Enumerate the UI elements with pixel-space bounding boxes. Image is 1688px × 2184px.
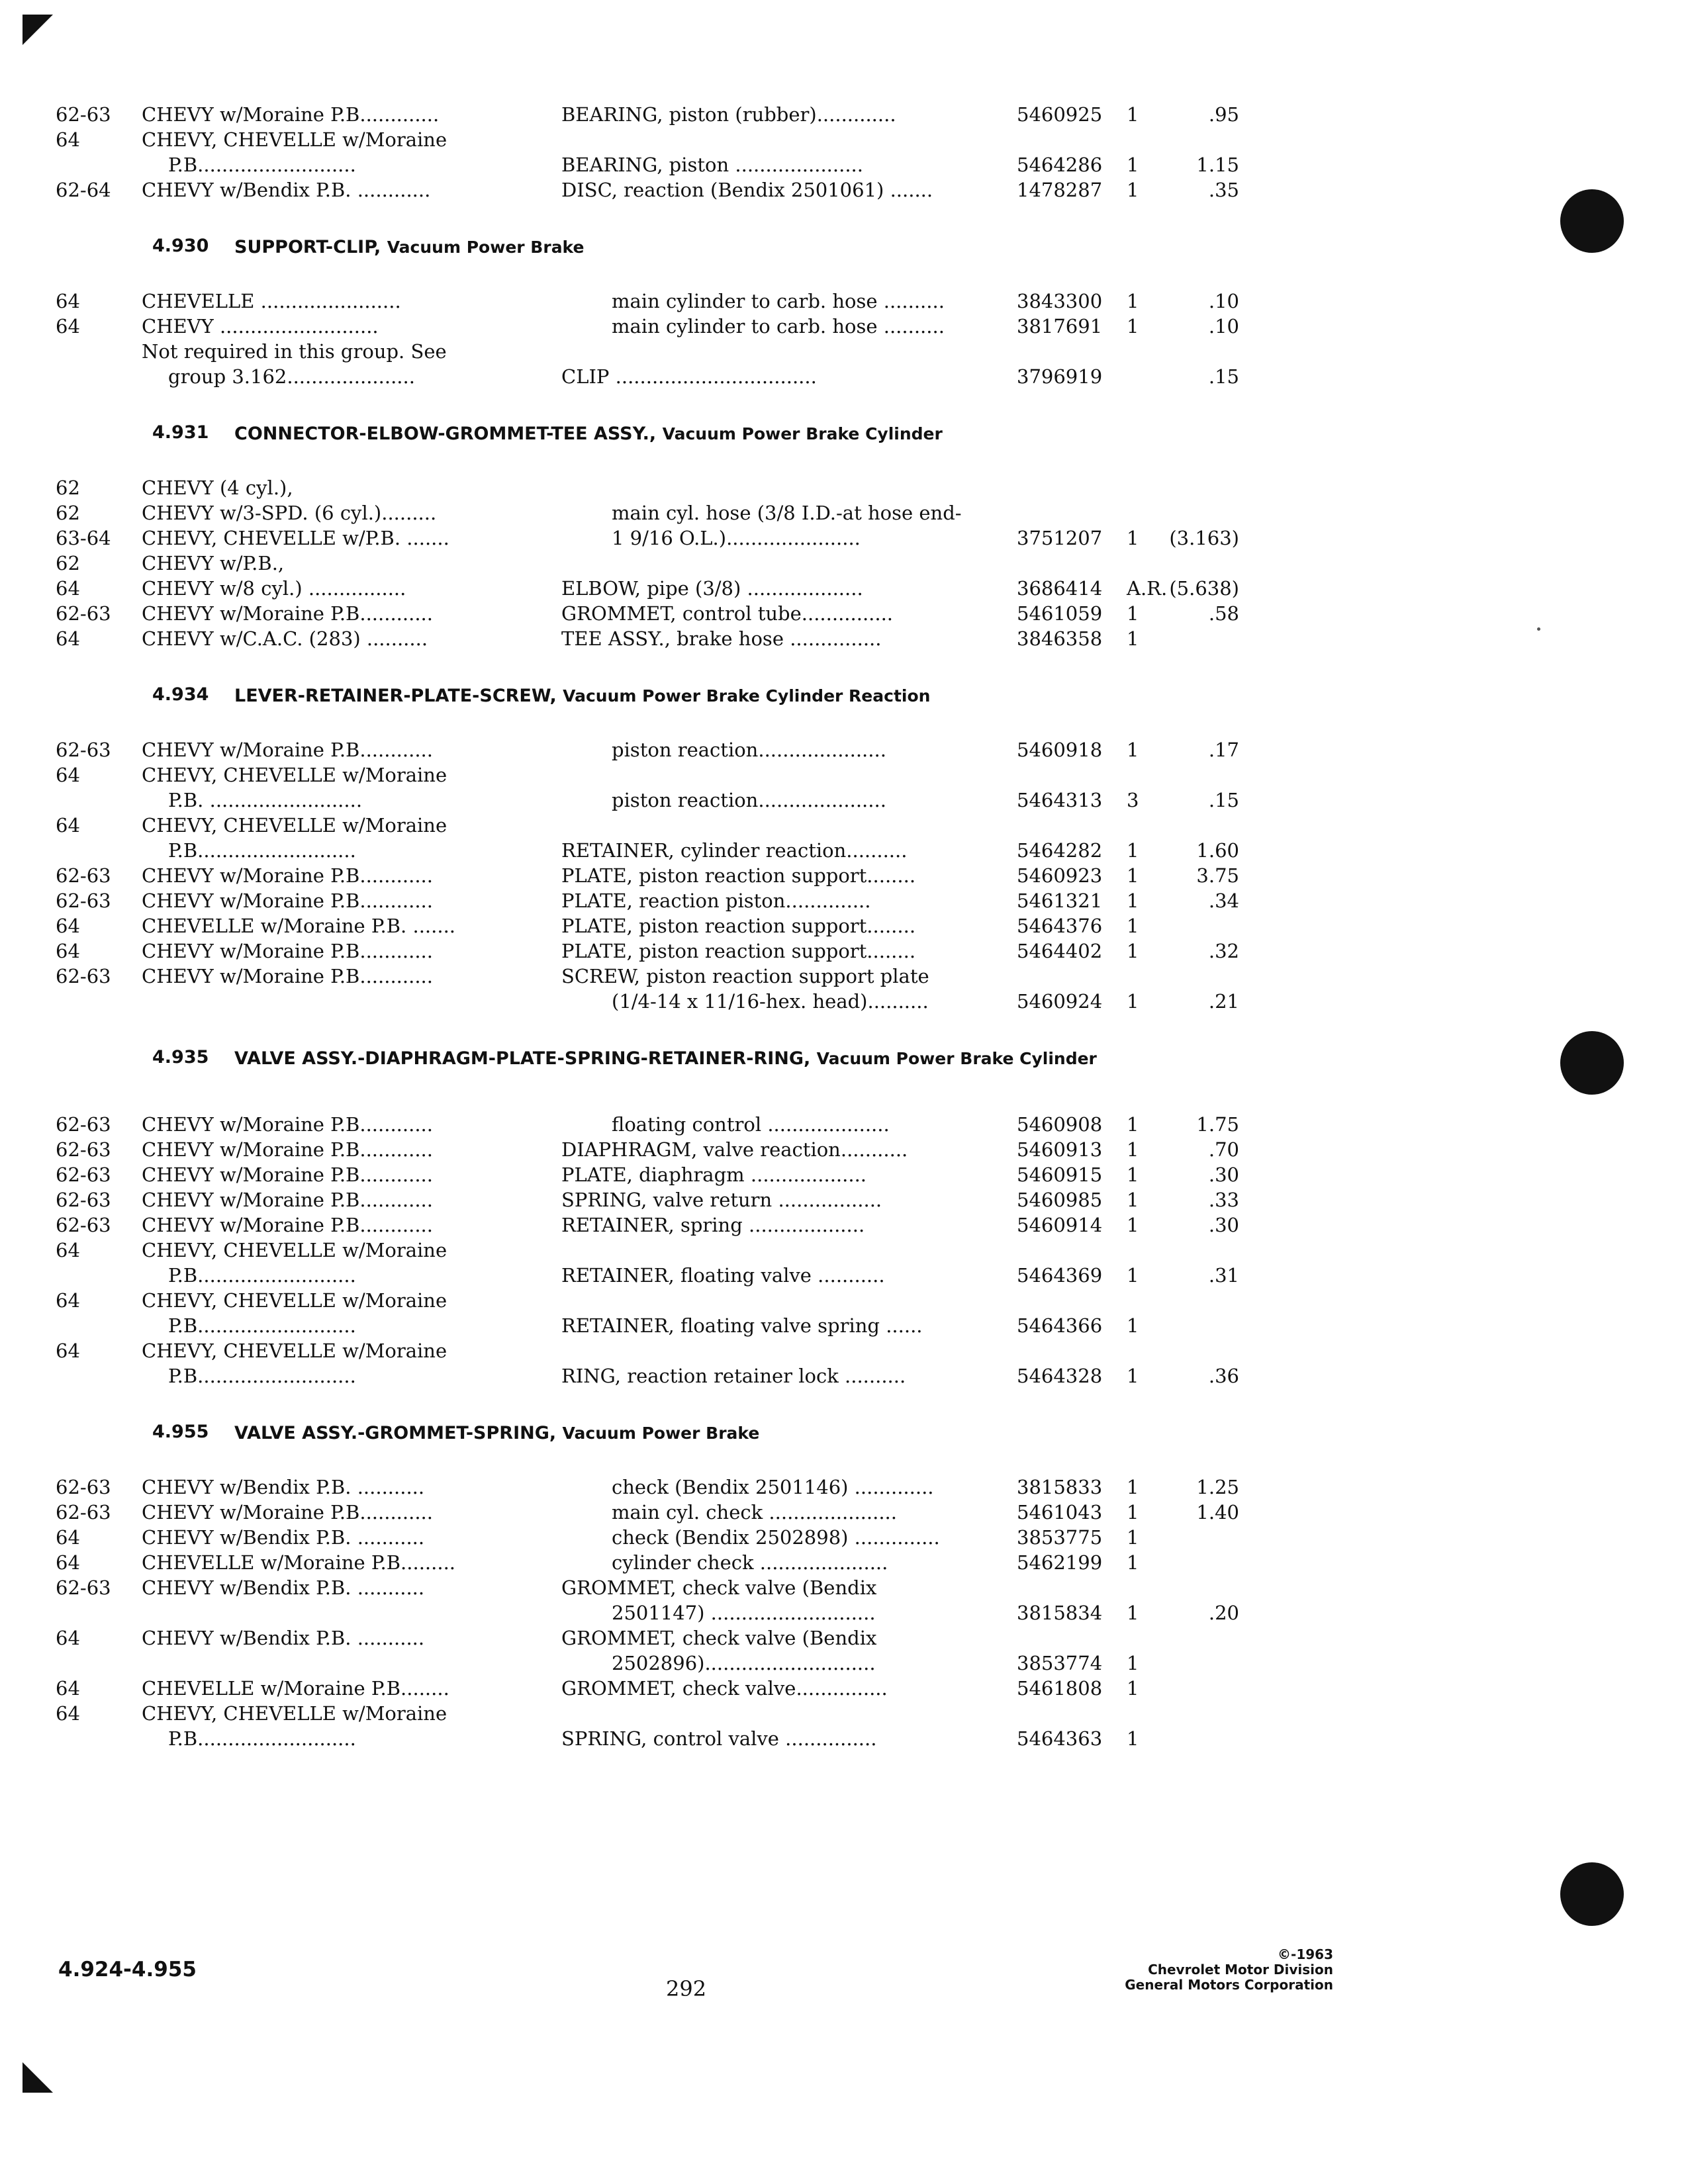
section-heading	[0, 409, 1688, 455]
model-year: 62	[56, 477, 80, 499]
part-row	[0, 102, 1688, 127]
part-number: 5460908	[1017, 1113, 1103, 1136]
vehicle-model: CHEVY, CHEVELLE w/P.B. .......	[142, 527, 449, 549]
part-description: floating control ....................	[612, 1113, 890, 1136]
part-row	[0, 500, 1688, 525]
section-title-main: VALVE ASSY.-DIAPHRAGM-PLATE-SPRING-RETAINER-RING,	[234, 1048, 811, 1069]
part-row	[0, 289, 1688, 314]
model-year: 62-63	[56, 103, 111, 126]
part-row	[0, 888, 1688, 913]
part-row	[0, 1475, 1688, 1500]
quantity: 1	[1127, 1189, 1139, 1211]
section-title	[234, 1047, 1293, 1071]
model-year: 62-63	[56, 1113, 111, 1136]
model-year: 62-63	[56, 1476, 111, 1498]
vehicle-model: P.B..........................	[168, 1264, 356, 1287]
vehicle-model: CHEVY, CHEVELLE w/Moraine	[142, 814, 447, 837]
model-year: 64	[56, 315, 80, 338]
vehicle-model: P.B..........................	[168, 1365, 356, 1387]
quantity: A.R.	[1127, 577, 1168, 600]
vehicle-model: CHEVY w/Moraine P.B............	[142, 940, 433, 962]
quantity: 1	[1127, 627, 1139, 650]
part-description: piston reaction.....................	[612, 789, 886, 811]
vehicle-model: CHEVY w/3-SPD. (6 cyl.).........	[142, 502, 437, 524]
vehicle-model: CHEVELLE w/Moraine P.B........	[142, 1677, 449, 1700]
part-description: 2501147) ...........................	[612, 1602, 876, 1624]
part-description: ELBOW, pipe (3/8) ...................	[561, 577, 863, 600]
part-description: RETAINER, floating valve spring ......	[561, 1314, 923, 1337]
part-row	[0, 1112, 1688, 1137]
part-number: 5464313	[1017, 789, 1103, 811]
part-description: GROMMET, check valve (Bendix	[561, 1627, 877, 1649]
part-description: BEARING, piston (rubber).............	[561, 103, 896, 126]
model-year: 62	[56, 502, 80, 524]
part-description: SPRING, valve return .................	[561, 1189, 882, 1211]
model-year: 64	[56, 915, 80, 937]
part-description: check (Bendix 2501146) .............	[612, 1476, 934, 1498]
corporation-name: General Motors Corporation	[1125, 1977, 1333, 1993]
section-title	[234, 236, 1293, 259]
part-description: 1 9/16 O.L.)......................	[612, 527, 861, 549]
model-year: 62-64	[56, 179, 111, 201]
part-description: BEARING, piston .....................	[561, 154, 863, 176]
part-number: 3853775	[1017, 1526, 1103, 1549]
section-number: 4.935	[152, 1047, 209, 1068]
section-title-main: LEVER-RETAINER-PLATE-SCREW,	[234, 686, 557, 706]
quantity: 1	[1127, 990, 1139, 1013]
price: 1.60	[1196, 839, 1239, 862]
part-number: 5460915	[1017, 1163, 1103, 1186]
model-year: 64	[56, 940, 80, 962]
part-row	[0, 1525, 1688, 1550]
part-description: PLATE, diaphragm ...................	[561, 1163, 867, 1186]
part-number: 5464366	[1017, 1314, 1103, 1337]
part-number: 5464328	[1017, 1365, 1103, 1387]
vehicle-model: CHEVY, CHEVELLE w/Moraine	[142, 1702, 447, 1725]
model-year: 62-63	[56, 1138, 111, 1161]
part-number: 5460924	[1017, 990, 1103, 1013]
section-heading	[0, 1408, 1688, 1455]
part-row	[0, 314, 1688, 339]
binder-hole-bottom	[1560, 1862, 1624, 1926]
part-row	[0, 1137, 1688, 1162]
part-number: 1478287	[1017, 179, 1103, 201]
vehicle-model: CHEVY w/Moraine P.B.............	[142, 103, 440, 126]
part-row	[0, 475, 1688, 500]
model-year: 62-63	[56, 1189, 111, 1211]
vehicle-model: CHEVY, CHEVELLE w/Moraine	[142, 1340, 447, 1362]
part-number: 5460914	[1017, 1214, 1103, 1236]
price: 3.75	[1196, 864, 1239, 887]
model-year: 64	[56, 1627, 80, 1649]
part-description: PLATE, piston reaction support........	[561, 915, 916, 937]
part-number: 5461043	[1017, 1501, 1103, 1524]
part-row	[0, 863, 1688, 888]
part-description: (1/4-14 x 11/16-hex. head)..........	[612, 990, 929, 1013]
section-title-main: CONNECTOR-ELBOW-GROMMET-TEE ASSY.,	[234, 424, 657, 444]
price: .70	[1208, 1138, 1239, 1161]
part-number: 5464402	[1017, 940, 1103, 962]
part-number: 5460925	[1017, 103, 1103, 126]
part-row	[0, 838, 1688, 863]
part-description: PLATE, piston reaction support........	[561, 940, 916, 962]
vehicle-model: CHEVY w/Moraine P.B............	[142, 1214, 433, 1236]
part-row	[0, 1500, 1688, 1525]
model-year: 64	[56, 1551, 80, 1574]
division-name: Chevrolet Motor Division	[1148, 1962, 1333, 1978]
page-number: 292	[666, 1976, 707, 2001]
quantity: 1	[1127, 1677, 1139, 1700]
model-year: 64	[56, 814, 80, 837]
part-description: RETAINER, spring ...................	[561, 1214, 865, 1236]
vehicle-model: CHEVY ..........................	[142, 315, 379, 338]
model-year: 64	[56, 577, 80, 600]
part-row	[0, 1550, 1688, 1575]
part-number: 3815833	[1017, 1476, 1103, 1498]
vehicle-model: CHEVY w/Bendix P.B. ............	[142, 179, 431, 201]
vehicle-model: CHEVELLE w/Moraine P.B. .......	[142, 915, 456, 937]
part-row	[0, 1676, 1688, 1701]
vehicle-model: CHEVY (4 cyl.),	[142, 477, 293, 499]
part-number: 5464282	[1017, 839, 1103, 862]
part-number: 3686414	[1017, 577, 1103, 600]
vehicle-model: CHEVY w/Moraine P.B............	[142, 889, 433, 912]
part-row	[0, 913, 1688, 938]
part-description: main cylinder to carb. hose ..........	[612, 290, 945, 312]
model-year: 64	[56, 764, 80, 786]
part-number: 3817691	[1017, 315, 1103, 338]
vehicle-model: CHEVY w/C.A.C. (283) ..........	[142, 627, 428, 650]
model-year: 64	[56, 1289, 80, 1312]
section-number: 4.930	[152, 236, 209, 256]
quantity: 1	[1127, 1551, 1139, 1574]
part-row	[0, 525, 1688, 551]
scan-corner-mark-top	[23, 15, 53, 45]
quantity: 1	[1127, 602, 1139, 625]
quantity: 1	[1127, 179, 1139, 201]
part-row	[0, 1263, 1688, 1288]
part-number: 3843300	[1017, 290, 1103, 312]
price: 1.15	[1196, 154, 1239, 176]
part-row	[0, 1600, 1688, 1625]
part-row	[0, 1575, 1688, 1600]
part-row	[0, 576, 1688, 601]
part-description: PLATE, reaction piston..............	[561, 889, 871, 912]
price: .20	[1208, 1602, 1239, 1624]
quantity: 1	[1127, 739, 1139, 761]
price: .31	[1208, 1264, 1239, 1287]
model-year: 62-63	[56, 965, 111, 987]
model-year: 64	[56, 1526, 80, 1549]
vehicle-model: P.B..........................	[168, 839, 356, 862]
vehicle-model: CHEVY, CHEVELLE w/Moraine	[142, 764, 447, 786]
section-title-main: VALVE ASSY.-GROMMET-SPRING,	[234, 1423, 557, 1443]
section-title	[234, 684, 1293, 708]
part-row	[0, 813, 1688, 838]
price: .17	[1208, 739, 1239, 761]
model-year: 64	[56, 1340, 80, 1362]
model-year: 64	[56, 1239, 80, 1261]
vehicle-model: P.B..........................	[168, 1727, 356, 1750]
part-row	[0, 364, 1688, 389]
quantity: 1	[1127, 839, 1139, 862]
quantity: 1	[1127, 1264, 1139, 1287]
section-number: 4.931	[152, 422, 209, 443]
part-row	[0, 1338, 1688, 1363]
vehicle-model: CHEVY w/Bendix P.B. ...........	[142, 1526, 425, 1549]
quantity: 1	[1127, 1727, 1139, 1750]
quantity: 1	[1127, 889, 1139, 912]
part-row	[0, 127, 1688, 152]
part-description: CLIP .................................	[561, 365, 817, 388]
part-description: RETAINER, cylinder reaction..........	[561, 839, 908, 862]
price: .21	[1208, 990, 1239, 1013]
part-description: 2502896)............................	[612, 1652, 876, 1674]
part-row	[0, 964, 1688, 989]
section-subtitle: Vacuum Power Brake Cylinder	[816, 1049, 1097, 1068]
price: .15	[1208, 365, 1239, 388]
part-description: main cyl. check .....................	[612, 1501, 897, 1524]
part-description: RING, reaction retainer lock ..........	[561, 1365, 906, 1387]
part-row	[0, 1313, 1688, 1338]
model-year: 62-63	[56, 864, 111, 887]
part-number: 3846358	[1017, 627, 1103, 650]
price: .32	[1208, 940, 1239, 962]
part-row	[0, 152, 1688, 177]
model-year: 62-63	[56, 602, 111, 625]
part-description: main cylinder to carb. hose ..........	[612, 315, 945, 338]
part-number: 3796919	[1017, 365, 1103, 388]
price: .15	[1208, 789, 1239, 811]
part-number: 5460913	[1017, 1138, 1103, 1161]
vehicle-model: CHEVY, CHEVELLE w/Moraine	[142, 1289, 447, 1312]
section-number: 4.934	[152, 684, 209, 705]
scan-corner-mark-bottom	[23, 2062, 53, 2093]
part-row	[0, 1187, 1688, 1212]
model-year: 64	[56, 290, 80, 312]
section-heading	[0, 1034, 1688, 1092]
quantity: 1	[1127, 915, 1139, 937]
model-year: 62-63	[56, 1576, 111, 1599]
part-row	[0, 1726, 1688, 1751]
quantity: 1	[1127, 103, 1139, 126]
part-row	[0, 1363, 1688, 1388]
part-number: 5464376	[1017, 915, 1103, 937]
quantity: 1	[1127, 864, 1139, 887]
section-title	[234, 1422, 1293, 1445]
quantity: 1	[1127, 940, 1139, 962]
vehicle-model: CHEVY w/P.B.,	[142, 552, 285, 574]
price: 1.75	[1196, 1113, 1239, 1136]
quantity: 3	[1127, 789, 1139, 811]
part-description: GROMMET, check valve (Bendix	[561, 1576, 877, 1599]
price: .34	[1208, 889, 1239, 912]
price: .10	[1208, 290, 1239, 312]
section-title-main: SUPPORT-CLIP,	[234, 237, 381, 257]
vehicle-model: CHEVY w/Bendix P.B. ...........	[142, 1576, 425, 1599]
parts-list	[0, 102, 1688, 1751]
part-row	[0, 1625, 1688, 1651]
vehicle-model: CHEVY w/Moraine P.B............	[142, 864, 433, 887]
vehicle-model: CHEVY w/Moraine P.B............	[142, 1189, 433, 1211]
part-description: PLATE, piston reaction support........	[561, 864, 916, 887]
model-year: 64	[56, 627, 80, 650]
part-number: 5461321	[1017, 889, 1103, 912]
part-number: 3751207	[1017, 527, 1103, 549]
group-range-code: 4.924-4.955	[58, 1958, 197, 1981]
price: .58	[1208, 602, 1239, 625]
part-number: 5460923	[1017, 864, 1103, 887]
part-description: check (Bendix 2502898) ..............	[612, 1526, 940, 1549]
part-description: cylinder check .....................	[612, 1551, 888, 1574]
part-row	[0, 989, 1688, 1014]
quantity: 1	[1127, 154, 1139, 176]
model-year: 63-64	[56, 527, 111, 549]
quantity: 1	[1127, 1138, 1139, 1161]
vehicle-model: CHEVY, CHEVELLE w/Moraine	[142, 128, 447, 151]
vehicle-model: P.B..........................	[168, 154, 356, 176]
vehicle-model: CHEVY w/8 cyl.) ................	[142, 577, 406, 600]
section-heading	[0, 671, 1688, 717]
part-row	[0, 601, 1688, 626]
part-description: DIAPHRAGM, valve reaction...........	[561, 1138, 908, 1161]
part-number: 5464369	[1017, 1264, 1103, 1287]
part-row	[0, 177, 1688, 203]
part-row	[0, 1651, 1688, 1676]
price: 1.40	[1196, 1501, 1239, 1524]
vehicle-model: CHEVY w/Bendix P.B. ...........	[142, 1627, 425, 1649]
model-year: 62-63	[56, 1214, 111, 1236]
vehicle-model: CHEVELLE w/Moraine P.B.........	[142, 1551, 456, 1574]
vehicle-model: CHEVY w/Bendix P.B. ...........	[142, 1476, 425, 1498]
vehicle-model: CHEVY w/Moraine P.B............	[142, 1501, 433, 1524]
part-description: main cyl. hose (3/8 I.D.-at hose end-	[612, 502, 962, 524]
price: (3.163)	[1169, 527, 1239, 549]
part-number: 3815834	[1017, 1602, 1103, 1624]
price: .33	[1208, 1189, 1239, 1211]
part-description: GROMMET, check valve...............	[561, 1677, 888, 1700]
part-number: 5461059	[1017, 602, 1103, 625]
quantity: 1	[1127, 1602, 1139, 1624]
part-row	[0, 551, 1688, 576]
quantity: 1	[1127, 1163, 1139, 1186]
part-description: SPRING, control valve ...............	[561, 1727, 877, 1750]
copyright-block	[1125, 1947, 1333, 1993]
part-row	[0, 1288, 1688, 1313]
vehicle-model: group 3.162.....................	[168, 365, 415, 388]
part-number: 5464286	[1017, 154, 1103, 176]
part-description: GROMMET, control tube...............	[561, 602, 894, 625]
part-description: RETAINER, floating valve ...........	[561, 1264, 885, 1287]
vehicle-model: CHEVY w/Moraine P.B............	[142, 1138, 433, 1161]
part-number: 5464363	[1017, 1727, 1103, 1750]
part-row	[0, 1212, 1688, 1238]
model-year: 64	[56, 1702, 80, 1725]
section-number: 4.955	[152, 1422, 209, 1442]
quantity: 1	[1127, 1501, 1139, 1524]
part-row	[0, 788, 1688, 813]
part-number: 5460918	[1017, 739, 1103, 761]
quantity: 1	[1127, 290, 1139, 312]
price: .36	[1208, 1365, 1239, 1387]
price: (5.638)	[1169, 577, 1239, 600]
price: .30	[1208, 1163, 1239, 1186]
price: .30	[1208, 1214, 1239, 1236]
copyright-year: ©-1963	[1278, 1946, 1333, 1962]
model-year: 64	[56, 128, 80, 151]
part-row	[0, 1238, 1688, 1263]
section-subtitle: Vacuum Power Brake	[562, 1424, 760, 1443]
vehicle-model: P.B. .........................	[168, 789, 363, 811]
part-number: 5461808	[1017, 1677, 1103, 1700]
part-description: TEE ASSY., brake hose ...............	[561, 627, 882, 650]
vehicle-model: Not required in this group. See	[142, 340, 447, 363]
part-row	[0, 626, 1688, 651]
model-year: 62-63	[56, 1163, 111, 1186]
quantity: 1	[1127, 1652, 1139, 1674]
part-number: 5460985	[1017, 1189, 1103, 1211]
vehicle-model: CHEVY w/Moraine P.B............	[142, 1163, 433, 1186]
section-title	[234, 422, 1293, 446]
part-number: 3853774	[1017, 1652, 1103, 1674]
vehicle-model: CHEVY, CHEVELLE w/Moraine	[142, 1239, 447, 1261]
model-year: 62	[56, 552, 80, 574]
part-description: DISC, reaction (Bendix 2501061) .......	[561, 179, 933, 201]
vehicle-model: CHEVY w/Moraine P.B............	[142, 1113, 433, 1136]
part-row	[0, 1162, 1688, 1187]
vehicle-model: CHEVELLE .......................	[142, 290, 401, 312]
price: .10	[1208, 315, 1239, 338]
quantity: 1	[1127, 1214, 1139, 1236]
part-row	[0, 938, 1688, 964]
part-row	[0, 737, 1688, 762]
part-description: SCREW, piston reaction support plate	[561, 965, 929, 987]
quantity: 1	[1127, 315, 1139, 338]
vehicle-model: CHEVY w/Moraine P.B............	[142, 602, 433, 625]
section-heading	[0, 222, 1688, 269]
price: 1.25	[1196, 1476, 1239, 1498]
model-year: 62-63	[56, 1501, 111, 1524]
price: .35	[1208, 179, 1239, 201]
part-row	[0, 762, 1688, 788]
model-year: 64	[56, 1677, 80, 1700]
quantity: 1	[1127, 1113, 1139, 1136]
part-row	[0, 339, 1688, 364]
section-subtitle: Vacuum Power Brake Cylinder Reaction	[563, 686, 931, 705]
vehicle-model: CHEVY w/Moraine P.B............	[142, 965, 433, 987]
section-subtitle: Vacuum Power Brake Cylinder	[662, 424, 943, 443]
model-year: 62-63	[56, 889, 111, 912]
quantity: 1	[1127, 1526, 1139, 1549]
quantity: 1	[1127, 1476, 1139, 1498]
model-year: 62-63	[56, 739, 111, 761]
vehicle-model: CHEVY w/Moraine P.B............	[142, 739, 433, 761]
section-subtitle: Vacuum Power Brake	[387, 238, 585, 257]
part-description: piston reaction.....................	[612, 739, 886, 761]
quantity: 1	[1127, 1365, 1139, 1387]
part-number: 5462199	[1017, 1551, 1103, 1574]
part-row	[0, 1701, 1688, 1726]
quantity: 1	[1127, 527, 1139, 549]
quantity: 1	[1127, 1314, 1139, 1337]
price: .95	[1208, 103, 1239, 126]
vehicle-model: P.B..........................	[168, 1314, 356, 1337]
